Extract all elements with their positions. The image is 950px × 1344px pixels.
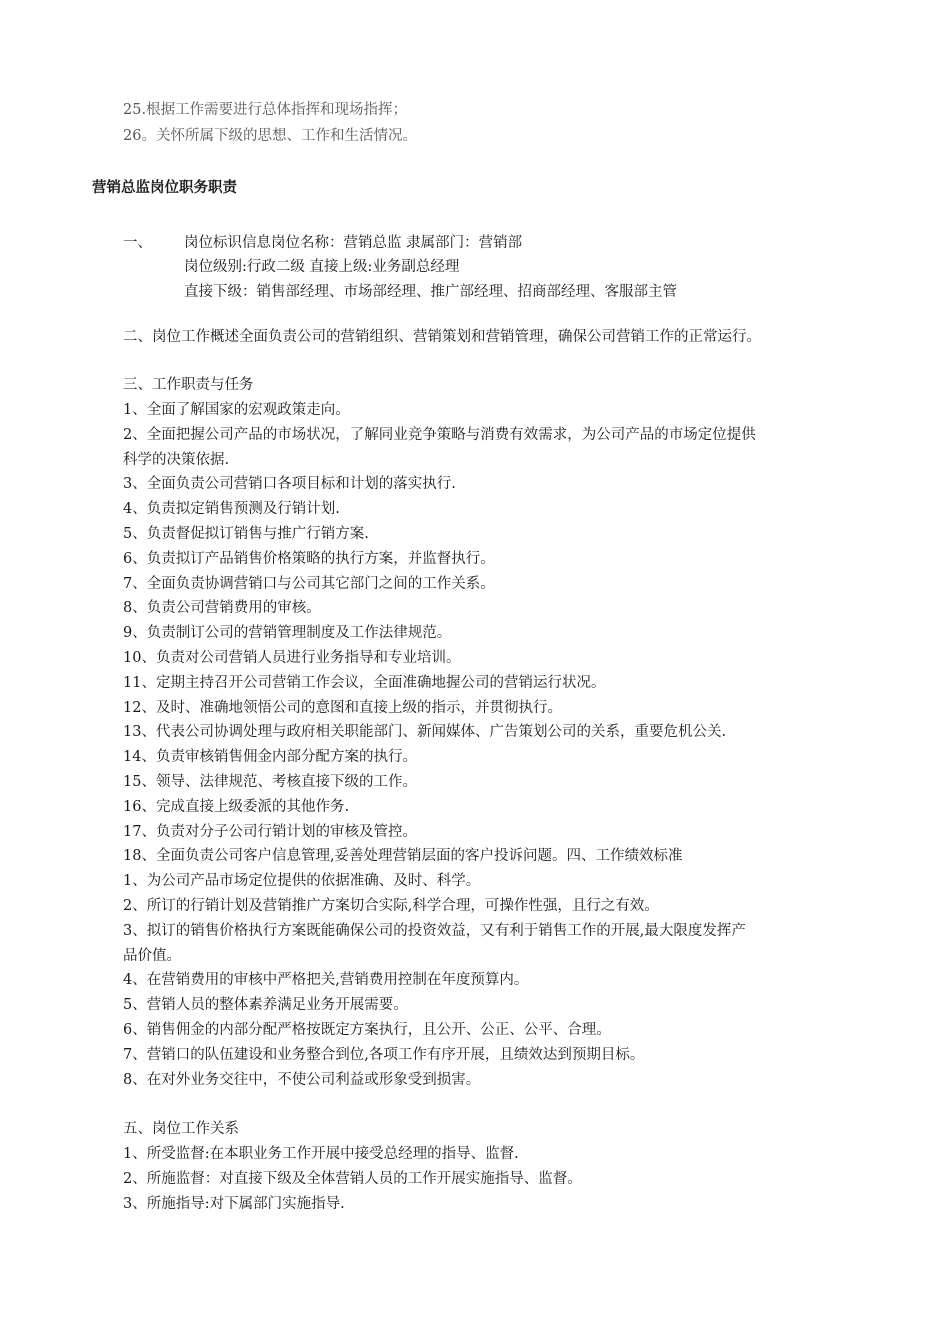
section3-line: 7、营销口的队伍建设和业务整合到位,各项工作有序开展，且绩效达到预期目标。: [123, 1046, 645, 1063]
section3-line: 3、拟订的销售价格执行方案既能确保公司的投资效益，又有利于销售工作的开展,最大限度发挥产: [123, 922, 746, 939]
section1-number: 一、: [123, 235, 152, 251]
section5-line: 3、所施指导:对下属部门实施指导.: [123, 1196, 345, 1212]
section3-line: 5、负责督促拟订销售与推广行销方案.: [123, 526, 369, 542]
section1-line-3: 直接下级：销售部经理、市场部经理、推广部经理、招商部经理、客服部主管: [184, 284, 677, 300]
section3-line: 6、负责拟订产品销售价格策略的执行方案，并监督执行。: [123, 550, 495, 567]
section3-line: 14、负责审核销售佣金内部分配方案的执行。: [123, 749, 417, 766]
top-item-26: 26。关怀所属下级的思想、工作和生活情况。: [123, 128, 417, 144]
top-item-25: 25.根据工作需要进行总体指挥和现场指挥；: [123, 102, 408, 118]
section3-line: 10、负责对公司营销人员进行业务指导和专业培训。: [123, 650, 461, 666]
section3-line: 1、为公司产品市场定位提供的依据准确、及时、科学。: [123, 873, 481, 890]
section3-line: 8、在对外业务交往中，不使公司利益或形象受到损害。: [123, 1071, 481, 1088]
section3-line: 8、负责公司营销费用的审核。: [123, 600, 321, 617]
section1-line-1: 岗位标识信息岗位名称：营销总监 隶属部门：营销部: [184, 235, 523, 251]
section3-line: 18、全面负责公司客户信息管理,妥善处理营销层面的客户投诉问题。四、工作绩效标准: [123, 848, 683, 865]
section3-heading: 三、工作职责与任务: [123, 377, 254, 393]
section5-heading: 五、岗位工作关系: [123, 1121, 239, 1137]
section1-line-2: 岗位级别:行政二级 直接上级:业务副总经理: [184, 259, 460, 275]
section5-line: 2、所施监督：对直接下级及全体营销人员的工作开展实施指导、监督。: [123, 1171, 582, 1187]
section3-line: 6、销售佣金的内部分配严格按既定方案执行，且公开、公正、公平、合理。: [123, 1022, 611, 1038]
section3-line: 4、在营销费用的审核中严格把关,营销费用控制在年度预算内。: [123, 972, 529, 989]
section3-line: 17、负责对分子公司行销计划的审核及管控。: [123, 823, 417, 840]
section3-line: 科学的决策依据.: [123, 451, 230, 468]
section3-line: 7、全面负责协调营销口与公司其它部门之间的工作关系。: [123, 575, 495, 592]
section3-line: 13、代表公司协调处理与政府相关职能部门、新闻媒体、广告策划公司的关系，重要危机公关.: [123, 724, 727, 741]
section3-line: 5、营销人员的整体素养满足业务开展需要。: [123, 997, 408, 1014]
section3-line: 1、全面了解国家的宏观政策走向。: [123, 402, 350, 418]
section3-line: 4、负责拟定销售预测及行销计划.: [123, 501, 340, 518]
section3-line: 2、所订的行销计划及营销推广方案切合实际,科学合理，可操作性强，且行之有效。: [123, 898, 659, 914]
section3-line: 3、全面负责公司营销口各项目标和计划的落实执行.: [123, 476, 456, 493]
section3-line: 品价值。: [123, 947, 181, 964]
section3-line: 16、完成直接上级委派的其他作务.: [123, 798, 350, 815]
section3-line: 15、领导、法律规范、考核直接下级的工作。: [123, 774, 417, 790]
document-title: 营销总监岗位职务职责: [92, 180, 237, 196]
section5-line: 1、所受监督:在本职业务工作开展中接受总经理的指导、监督.: [123, 1146, 519, 1162]
section3-line: 11、定期主持召开公司营销工作会议，全面准确地握公司的营销运行状况。: [123, 674, 606, 691]
section2-paragraph: 二、岗位工作概述全面负责公司的营销组织、营销策划和营销管理，确保公司营销工作的正常运行。: [123, 329, 761, 345]
section3-line: 12、及时、准确地领悟公司的意图和直接上级的指示，并贯彻执行。: [123, 699, 562, 716]
section3-line: 9、负责制订公司的营销管理制度及工作法律规范。: [123, 625, 452, 642]
section3-line: 2、全面把握公司产品的市场状况，了解同业竞争策略与消费有效需求，为公司产品的市场定位提供: [123, 426, 756, 443]
